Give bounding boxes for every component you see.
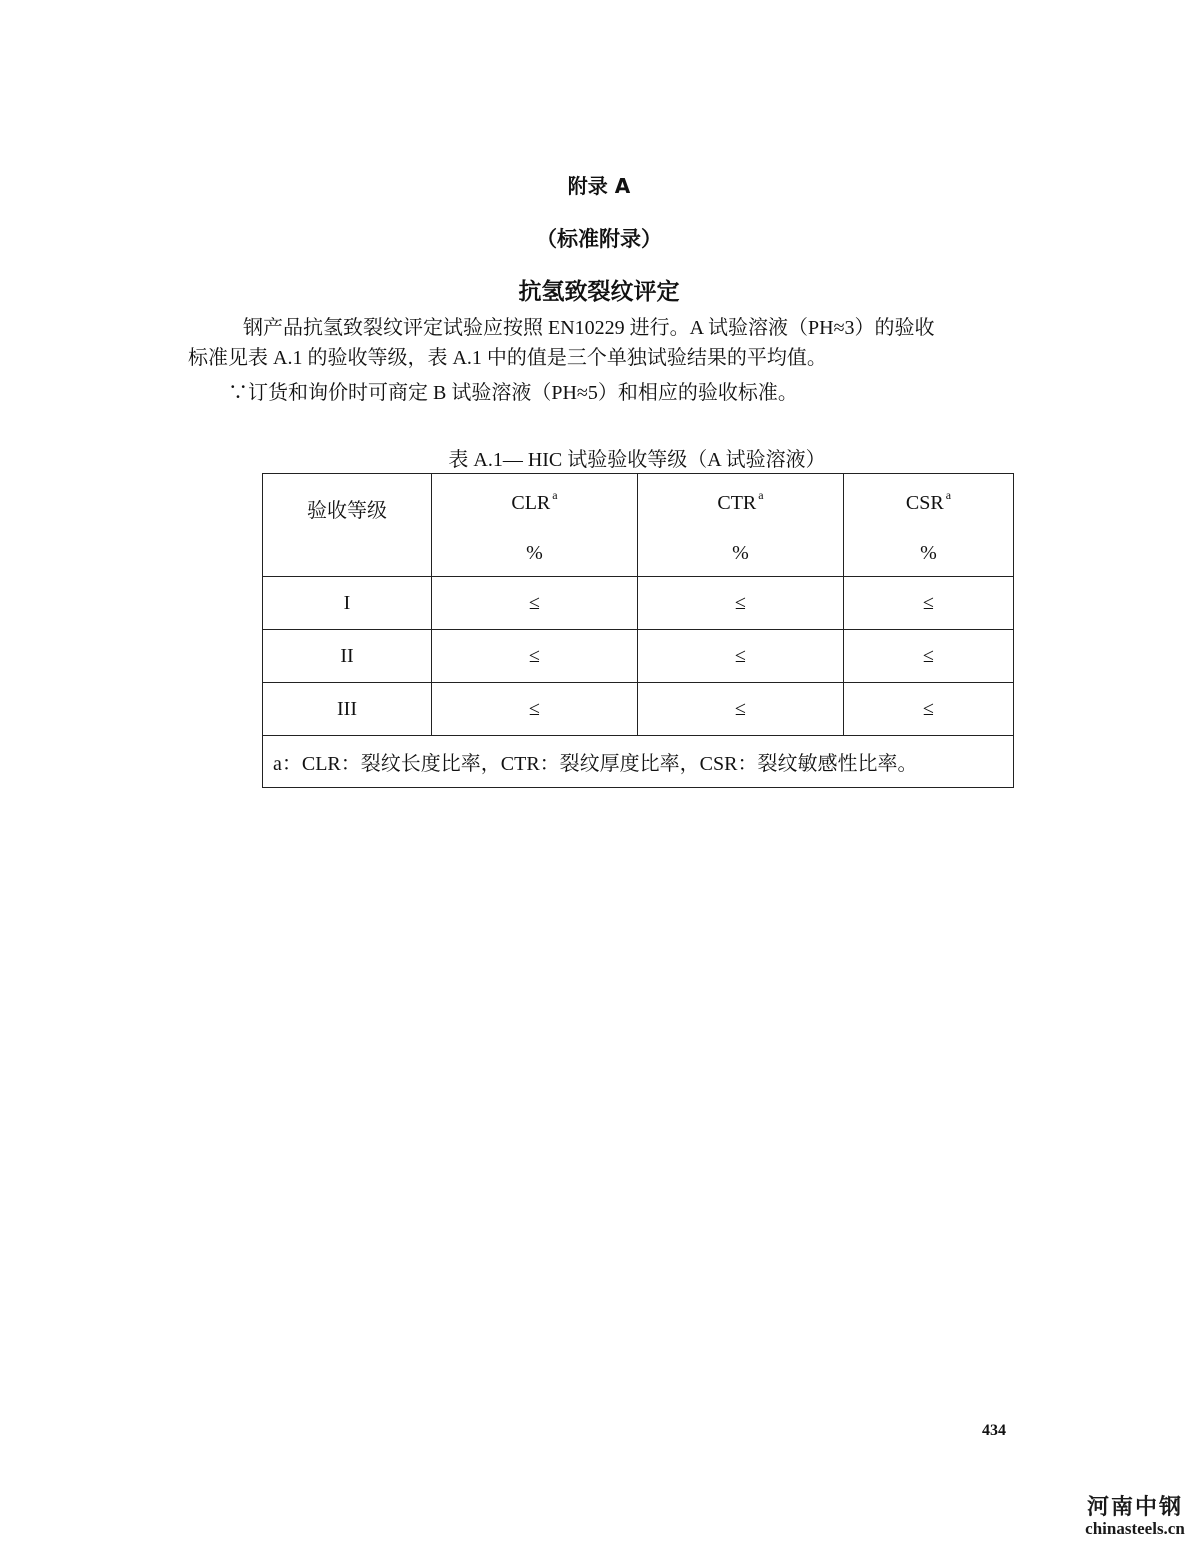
paragraph-line-2: 标准见表 A.1 的验收等级，表 A.1 中的值是三个单独试验结果的平均值。 [188, 347, 827, 369]
watermark-en-text: chinasteels.cn [1085, 1519, 1185, 1538]
paragraph-2: ∵订货和询价时可商定 B 试验溶液（PH≈5）和相应的验收标准。 [228, 382, 798, 404]
grade-cell: III [263, 683, 432, 736]
paragraph-line-1: 钢产品抗氢致裂纹评定试验应按照 EN10229 进行。A 试验溶液（PH≈3）的验收 [243, 317, 935, 339]
hic-acceptance-table [262, 473, 1014, 788]
table-caption: 表 A.1— HIC 试验验收等级（A 试验溶液） [448, 449, 826, 471]
table-footnote: a：CLR：裂纹长度比率，CTR：裂纹厚度比率，CSR：裂纹敏感性比率。 [263, 736, 1014, 788]
header-clr-footnote-mark: a [552, 488, 558, 502]
header-ctr-unit: % [732, 542, 749, 564]
appendix-label: 附录 A [567, 174, 631, 198]
normative-annex-label: （标准附录） [536, 227, 662, 251]
ctr-value-cell: ≤ [638, 577, 844, 630]
header-clr-unit: % [526, 542, 543, 564]
header-csr-label: CSR [905, 492, 944, 514]
appendix-title: 抗氢致裂纹评定 [518, 279, 680, 305]
watermark-logo [1076, 1496, 1194, 1538]
table-row [263, 630, 1014, 683]
header-ctr-footnote-mark: a [758, 488, 764, 502]
header-ctr-label: CTR [717, 492, 757, 514]
csr-value-cell: ≤ [844, 683, 1014, 736]
csr-value-cell: ≤ [844, 577, 1014, 630]
header-clr-label: CLR [511, 492, 551, 514]
table-row [263, 577, 1014, 630]
grade-cell: II [263, 630, 432, 683]
watermark-cn-text: 河南中钢 [1086, 1495, 1183, 1520]
ctr-value-cell: ≤ [638, 630, 844, 683]
clr-value-cell: ≤ [432, 577, 638, 630]
table-header-row [263, 474, 1014, 577]
page-number: 434 [982, 1422, 1006, 1439]
clr-value-cell: ≤ [432, 630, 638, 683]
header-clr-cell [432, 474, 638, 577]
table-row [263, 683, 1014, 736]
header-csr-footnote-mark: a [945, 488, 952, 502]
csr-value-cell: ≤ [844, 630, 1014, 683]
clr-value-cell: ≤ [432, 683, 638, 736]
header-ctr-cell [638, 474, 844, 577]
header-csr-unit: % [920, 542, 937, 564]
header-csr-cell [844, 474, 1014, 577]
ctr-value-cell: ≤ [638, 683, 844, 736]
grade-cell: I [263, 577, 432, 630]
header-grade-cell [263, 474, 432, 577]
header-grade-label: 验收等级 [307, 500, 387, 522]
table-footnote-row [263, 736, 1014, 788]
